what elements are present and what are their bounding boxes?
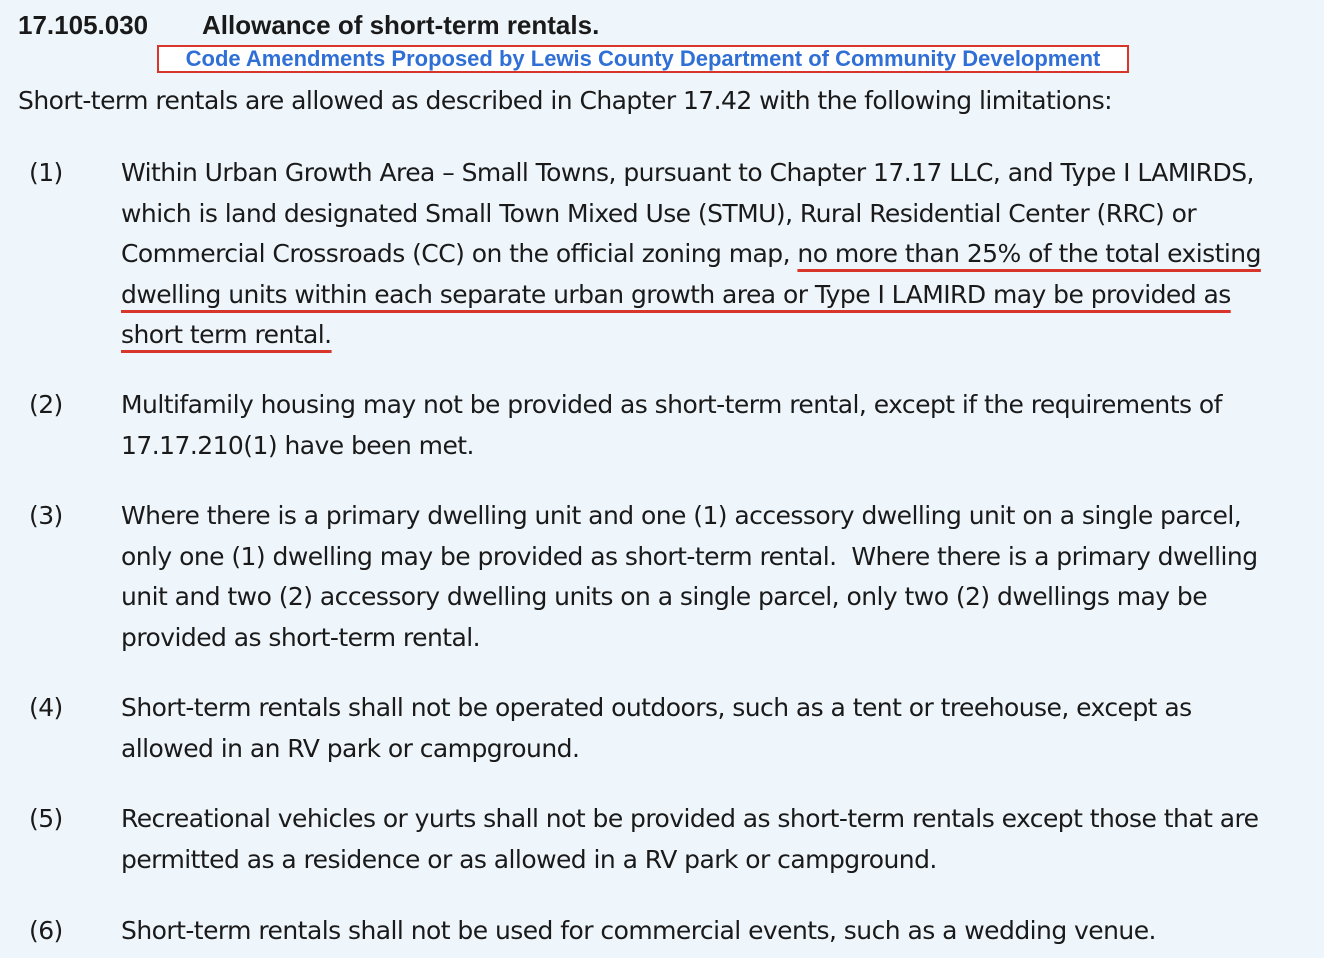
list-marker: (5) (29, 804, 63, 833)
list-marker: (3) (29, 501, 63, 530)
text-line: Within Urban Growth Area – Small Towns, pursuant to Chapter 17.17 LLC, and Type I LAMIRDS, (121, 158, 1254, 187)
text-line: Short-term rentals shall not be operated outdoors, such as a tent or treehouse, except as (121, 693, 1192, 722)
text-line (121, 234, 1317, 275)
text-line: Where there is a primary dwelling unit and one (1) accessory dwelling unit on a single parcel, (121, 501, 1242, 530)
section-number: 17.105.030 (18, 10, 149, 40)
section-title: Allowance of short-term rentals. (202, 10, 600, 40)
text-segment: Commercial Crossroads (CC) on the official zoning map, (121, 239, 798, 268)
text-line: which is land designated Small Town Mixed Use (STMU), Rural Residential Center (RRC) or (121, 198, 1197, 228)
list-marker: (4) (29, 693, 63, 722)
list-item-text (121, 496, 1317, 658)
list-item-text (121, 911, 1317, 952)
text-line: Recreational vehicles or yurts shall not be provided as short-term rentals except those that are (121, 804, 1259, 833)
section-heading (18, 8, 599, 42)
text-line (121, 315, 1317, 356)
amendment-banner: Code Amendments Proposed by Lewis County Department of Community Development (157, 45, 1129, 73)
underlined-text: dwelling units within each separate urban growth area or Type I LAMIRD may be provided as (121, 279, 1231, 309)
list-item-text (121, 799, 1317, 880)
text-line: Short-term rentals shall not be used for commercial events, such as a wedding venue. (121, 916, 1156, 945)
list-item-text (121, 385, 1317, 466)
list-item-text (121, 153, 1317, 356)
text-line: provided as short-term rental. (121, 622, 481, 652)
text-line: permitted as a residence or as allowed in a RV park or campground. (121, 844, 937, 874)
underlined-text: short term rental. (121, 320, 332, 349)
text-line (121, 275, 1317, 316)
list-item-text (121, 688, 1317, 769)
list-marker: (1) (29, 158, 63, 187)
intro-paragraph: Short-term rentals are allowed as described in Chapter 17.42 with the following limitations: (18, 86, 1113, 115)
text-line: Multifamily housing may not be provided as short-term rental, except if the requirements of (121, 390, 1222, 419)
text-line: only one (1) dwelling may be provided as short-term rental. Where there is a primary dwelling (121, 541, 1258, 571)
list-marker: (6) (29, 916, 63, 945)
list-marker: (2) (29, 390, 63, 419)
underlined-text: no more than 25% of the total existing (797, 239, 1261, 268)
text-line: allowed in an RV park or campground. (121, 733, 580, 763)
text-line: 17.17.210(1) have been met. (121, 430, 474, 460)
text-line: unit and two (2) accessory dwelling units on a single parcel, only two (2) dwellings may be (121, 582, 1208, 611)
